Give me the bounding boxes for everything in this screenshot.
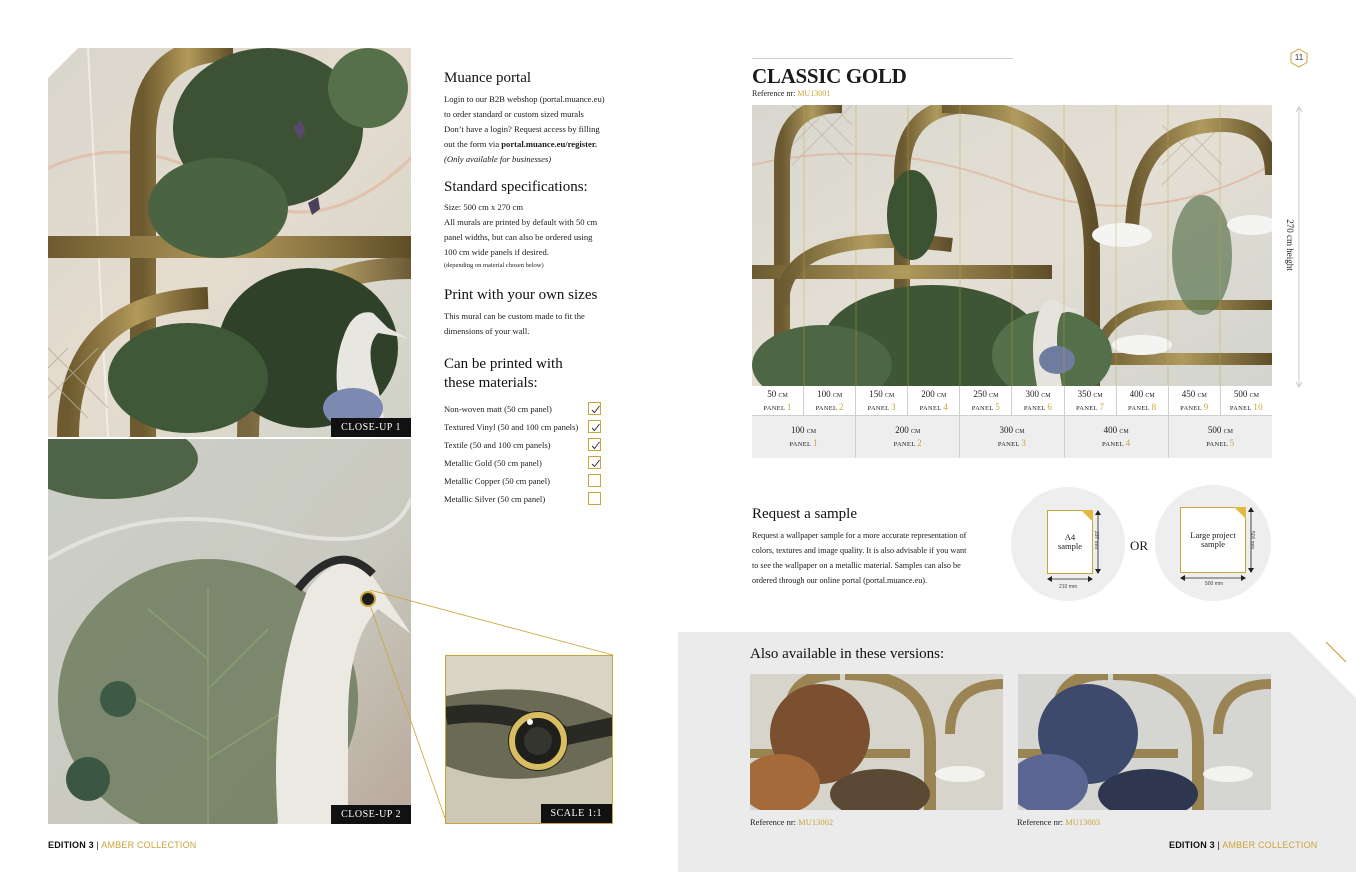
panel-cell xyxy=(1065,416,1169,458)
panel-table xyxy=(752,386,1272,458)
panel-unit: CM xyxy=(1119,429,1129,435)
panel-number: 6 xyxy=(1047,402,1053,412)
sizes-text: This mural can be custom made to fit the dimensions of your wall. xyxy=(444,311,585,336)
panel-unit: CM xyxy=(1093,393,1103,399)
panel-cell xyxy=(1065,386,1117,415)
panel-unit: CM xyxy=(1223,429,1233,435)
panel-word: PANEL xyxy=(1180,405,1204,412)
panel-unit: CM xyxy=(806,429,817,435)
panel-unit: CM xyxy=(1197,393,1207,399)
page-fold-icon xyxy=(1234,507,1246,519)
a4-sample-sheet[interactable]: A4 sample xyxy=(1047,510,1093,574)
large-sample-circle: Large project sample 500 mm 500 mm xyxy=(1155,485,1271,601)
panel-width: 50 xyxy=(767,389,777,399)
portal-title: Muance portal xyxy=(444,70,532,86)
panel-cell xyxy=(1169,386,1221,415)
panel-unit: CM xyxy=(1145,393,1155,399)
specs-title: Standard specifications: xyxy=(444,179,588,195)
panel-word: PANEL xyxy=(867,405,892,412)
material-label: Non-woven matt (50 cm panel) xyxy=(444,404,552,414)
register-link[interactable]: portal.muance.eu/register. xyxy=(501,139,597,149)
panel-unit: CM xyxy=(1249,393,1259,399)
sample-title: Request a sample xyxy=(752,506,857,522)
panel-cell xyxy=(752,386,804,415)
panel-word: PANEL xyxy=(1023,405,1048,412)
checkmark-icon xyxy=(590,440,601,451)
panel-number: 9 xyxy=(1203,402,1209,412)
material-label: Textile (50 and 100 cm panels) xyxy=(444,440,551,450)
panel-word: PANEL xyxy=(789,441,813,448)
panel-width: 250 xyxy=(973,389,987,399)
material-row xyxy=(444,473,604,489)
material-row xyxy=(444,455,604,471)
panel-word: PANEL xyxy=(763,405,787,412)
panel-number: 5 xyxy=(1229,438,1235,448)
scale-label: SCALE 1:1 xyxy=(541,804,612,823)
material-row xyxy=(444,401,604,417)
panel-cell xyxy=(908,386,960,415)
material-checkbox[interactable] xyxy=(588,474,601,487)
panel-cell xyxy=(856,386,908,415)
panel-word: PANEL xyxy=(815,405,839,412)
materials-title: Can be printed with these materials: xyxy=(444,356,563,391)
material-label: Metallic Copper (50 cm panel) xyxy=(444,476,550,486)
panel-width: 100 xyxy=(817,389,831,399)
material-checkbox[interactable] xyxy=(588,492,601,505)
panel-unit: CM xyxy=(1015,429,1025,435)
panel-number: 10 xyxy=(1253,402,1263,412)
or-label: OR xyxy=(1130,538,1149,553)
checkmark-icon xyxy=(590,458,601,469)
panel-word: PANEL xyxy=(1128,405,1152,412)
material-label: Metallic Gold (50 cm panel) xyxy=(444,458,542,468)
panel-unit: CM xyxy=(989,393,999,399)
panel-number: 4 xyxy=(1125,438,1131,448)
panel-width: 200 xyxy=(895,425,909,435)
panel-number: 7 xyxy=(1099,402,1105,412)
panel-cell xyxy=(1117,386,1169,415)
panel-number: 4 xyxy=(943,402,948,412)
panel-word: PANEL xyxy=(1229,405,1254,412)
panel-number: 3 xyxy=(891,402,896,412)
a4-width-arrow-icon xyxy=(1047,576,1093,582)
mural-image xyxy=(752,105,1272,386)
version-ref-1: Reference nr: MU13002 xyxy=(750,817,834,827)
panel-width: 500 xyxy=(1207,425,1222,435)
material-checkbox[interactable] xyxy=(588,456,601,469)
panel-unit: CM xyxy=(911,429,921,435)
panel-cell xyxy=(1012,386,1064,415)
panel-width: 300 xyxy=(999,425,1013,435)
panel-width: 450 xyxy=(1181,389,1196,399)
scale-image xyxy=(445,655,613,824)
panel-cell xyxy=(1169,416,1272,458)
checkmark-icon xyxy=(590,404,601,415)
height-label: 270 cm height xyxy=(1285,195,1295,295)
panel-cell xyxy=(856,416,960,458)
versions-title: Also available in these versions: xyxy=(750,646,945,662)
version-ref-2: Reference nr: MU13003 xyxy=(1017,817,1101,827)
panel-cell xyxy=(960,416,1064,458)
panel-word: PANEL xyxy=(971,405,996,412)
material-row xyxy=(444,419,604,435)
material-checkbox[interactable] xyxy=(588,402,601,415)
portal-text: Login to our B2B webshop (portal.muance.eu) to order standard or custom sized murals Don’t have a login? Request access by filling out the form via portal.muance.eu/register. (Only available for businesses) xyxy=(444,94,605,164)
panel-word: PANEL xyxy=(919,405,944,412)
panel-number: 2 xyxy=(839,402,844,412)
panel-number: 2 xyxy=(917,438,922,448)
panel-width: 100 xyxy=(791,425,805,435)
footer-right: EDITION 3 | AMBER COLLECTION xyxy=(1169,840,1318,850)
panel-row-50cm xyxy=(752,386,1272,416)
panel-width: 400 xyxy=(1103,425,1118,435)
panel-width: 200 xyxy=(921,389,935,399)
material-checkbox[interactable] xyxy=(588,420,601,433)
material-row xyxy=(444,491,604,507)
panel-width: 150 xyxy=(869,389,883,399)
panel-number: 1 xyxy=(786,402,792,412)
panel-unit: CM xyxy=(778,393,788,399)
corner-cut-decoration xyxy=(1290,632,1356,702)
specs-text: Size: 500 cm x 270 cm All murals are printed by default with 50 cm panel widths, but can also be ordered using 100 cm wide panels if desired. (depending on material chosen below) xyxy=(444,202,598,269)
panel-unit: CM xyxy=(884,393,895,399)
version-image-2[interactable] xyxy=(1018,674,1271,810)
closeup-1-image xyxy=(48,48,411,437)
panel-word: PANEL xyxy=(893,441,918,448)
panel-width: 500 xyxy=(1233,389,1248,399)
material-label: Textured Vinyl (50 and 100 cm panels) xyxy=(444,422,579,432)
panel-cell xyxy=(752,416,856,458)
panel-row-100cm xyxy=(752,416,1272,458)
panel-unit: CM xyxy=(937,393,947,399)
panel-width: 400 xyxy=(1129,389,1144,399)
material-checkbox[interactable] xyxy=(588,438,601,451)
panel-unit: CM xyxy=(832,393,843,399)
closeup-2-image xyxy=(48,439,411,824)
panel-cell xyxy=(960,386,1012,415)
panel-word: PANEL xyxy=(1075,405,1100,412)
panel-cell xyxy=(1221,386,1272,415)
product-reference: Reference nr: MU13001 xyxy=(752,89,831,98)
large-sample-sheet[interactable]: Large project sample xyxy=(1180,507,1246,573)
panel-width: 300 xyxy=(1025,389,1039,399)
checkmark-icon xyxy=(590,422,601,433)
page-fold-icon xyxy=(1081,510,1093,522)
material-label: Metallic Silver (50 cm panel) xyxy=(444,494,546,504)
closeup-2-label: CLOSE-UP 2 xyxy=(331,805,411,824)
material-row xyxy=(444,437,604,453)
panel-number: 1 xyxy=(812,438,818,448)
panel-number: 8 xyxy=(1151,402,1157,412)
version-image-1[interactable] xyxy=(750,674,1003,810)
closeup-1-label: CLOSE-UP 1 xyxy=(331,418,411,437)
footer-left: EDITION 3 | AMBER COLLECTION xyxy=(48,840,197,850)
sample-text: Request a wallpaper sample for a more accurate representation of colors, textures and image quality. It is also advisable if you want to see the wallpaper on a metallic material. Samples can also be ordered through our online portal (portal.muance.eu). xyxy=(752,531,967,585)
panel-cell xyxy=(804,386,856,415)
panel-word: PANEL xyxy=(997,441,1022,448)
a4-sample-circle: A4 sample 297 mm 210 mm xyxy=(1011,487,1125,601)
title-rule xyxy=(752,58,1013,59)
panel-width: 350 xyxy=(1077,389,1092,399)
panel-word: PANEL xyxy=(1102,441,1126,448)
product-title: CLASSIC GOLD xyxy=(752,64,907,88)
panel-number: 5 xyxy=(995,402,1001,412)
page-number-right: 11 xyxy=(1289,48,1309,68)
panel-number: 3 xyxy=(1021,438,1027,448)
sizes-title: Print with your own sizes xyxy=(444,287,598,303)
panel-word: PANEL xyxy=(1206,441,1230,448)
panel-unit: CM xyxy=(1041,393,1051,399)
